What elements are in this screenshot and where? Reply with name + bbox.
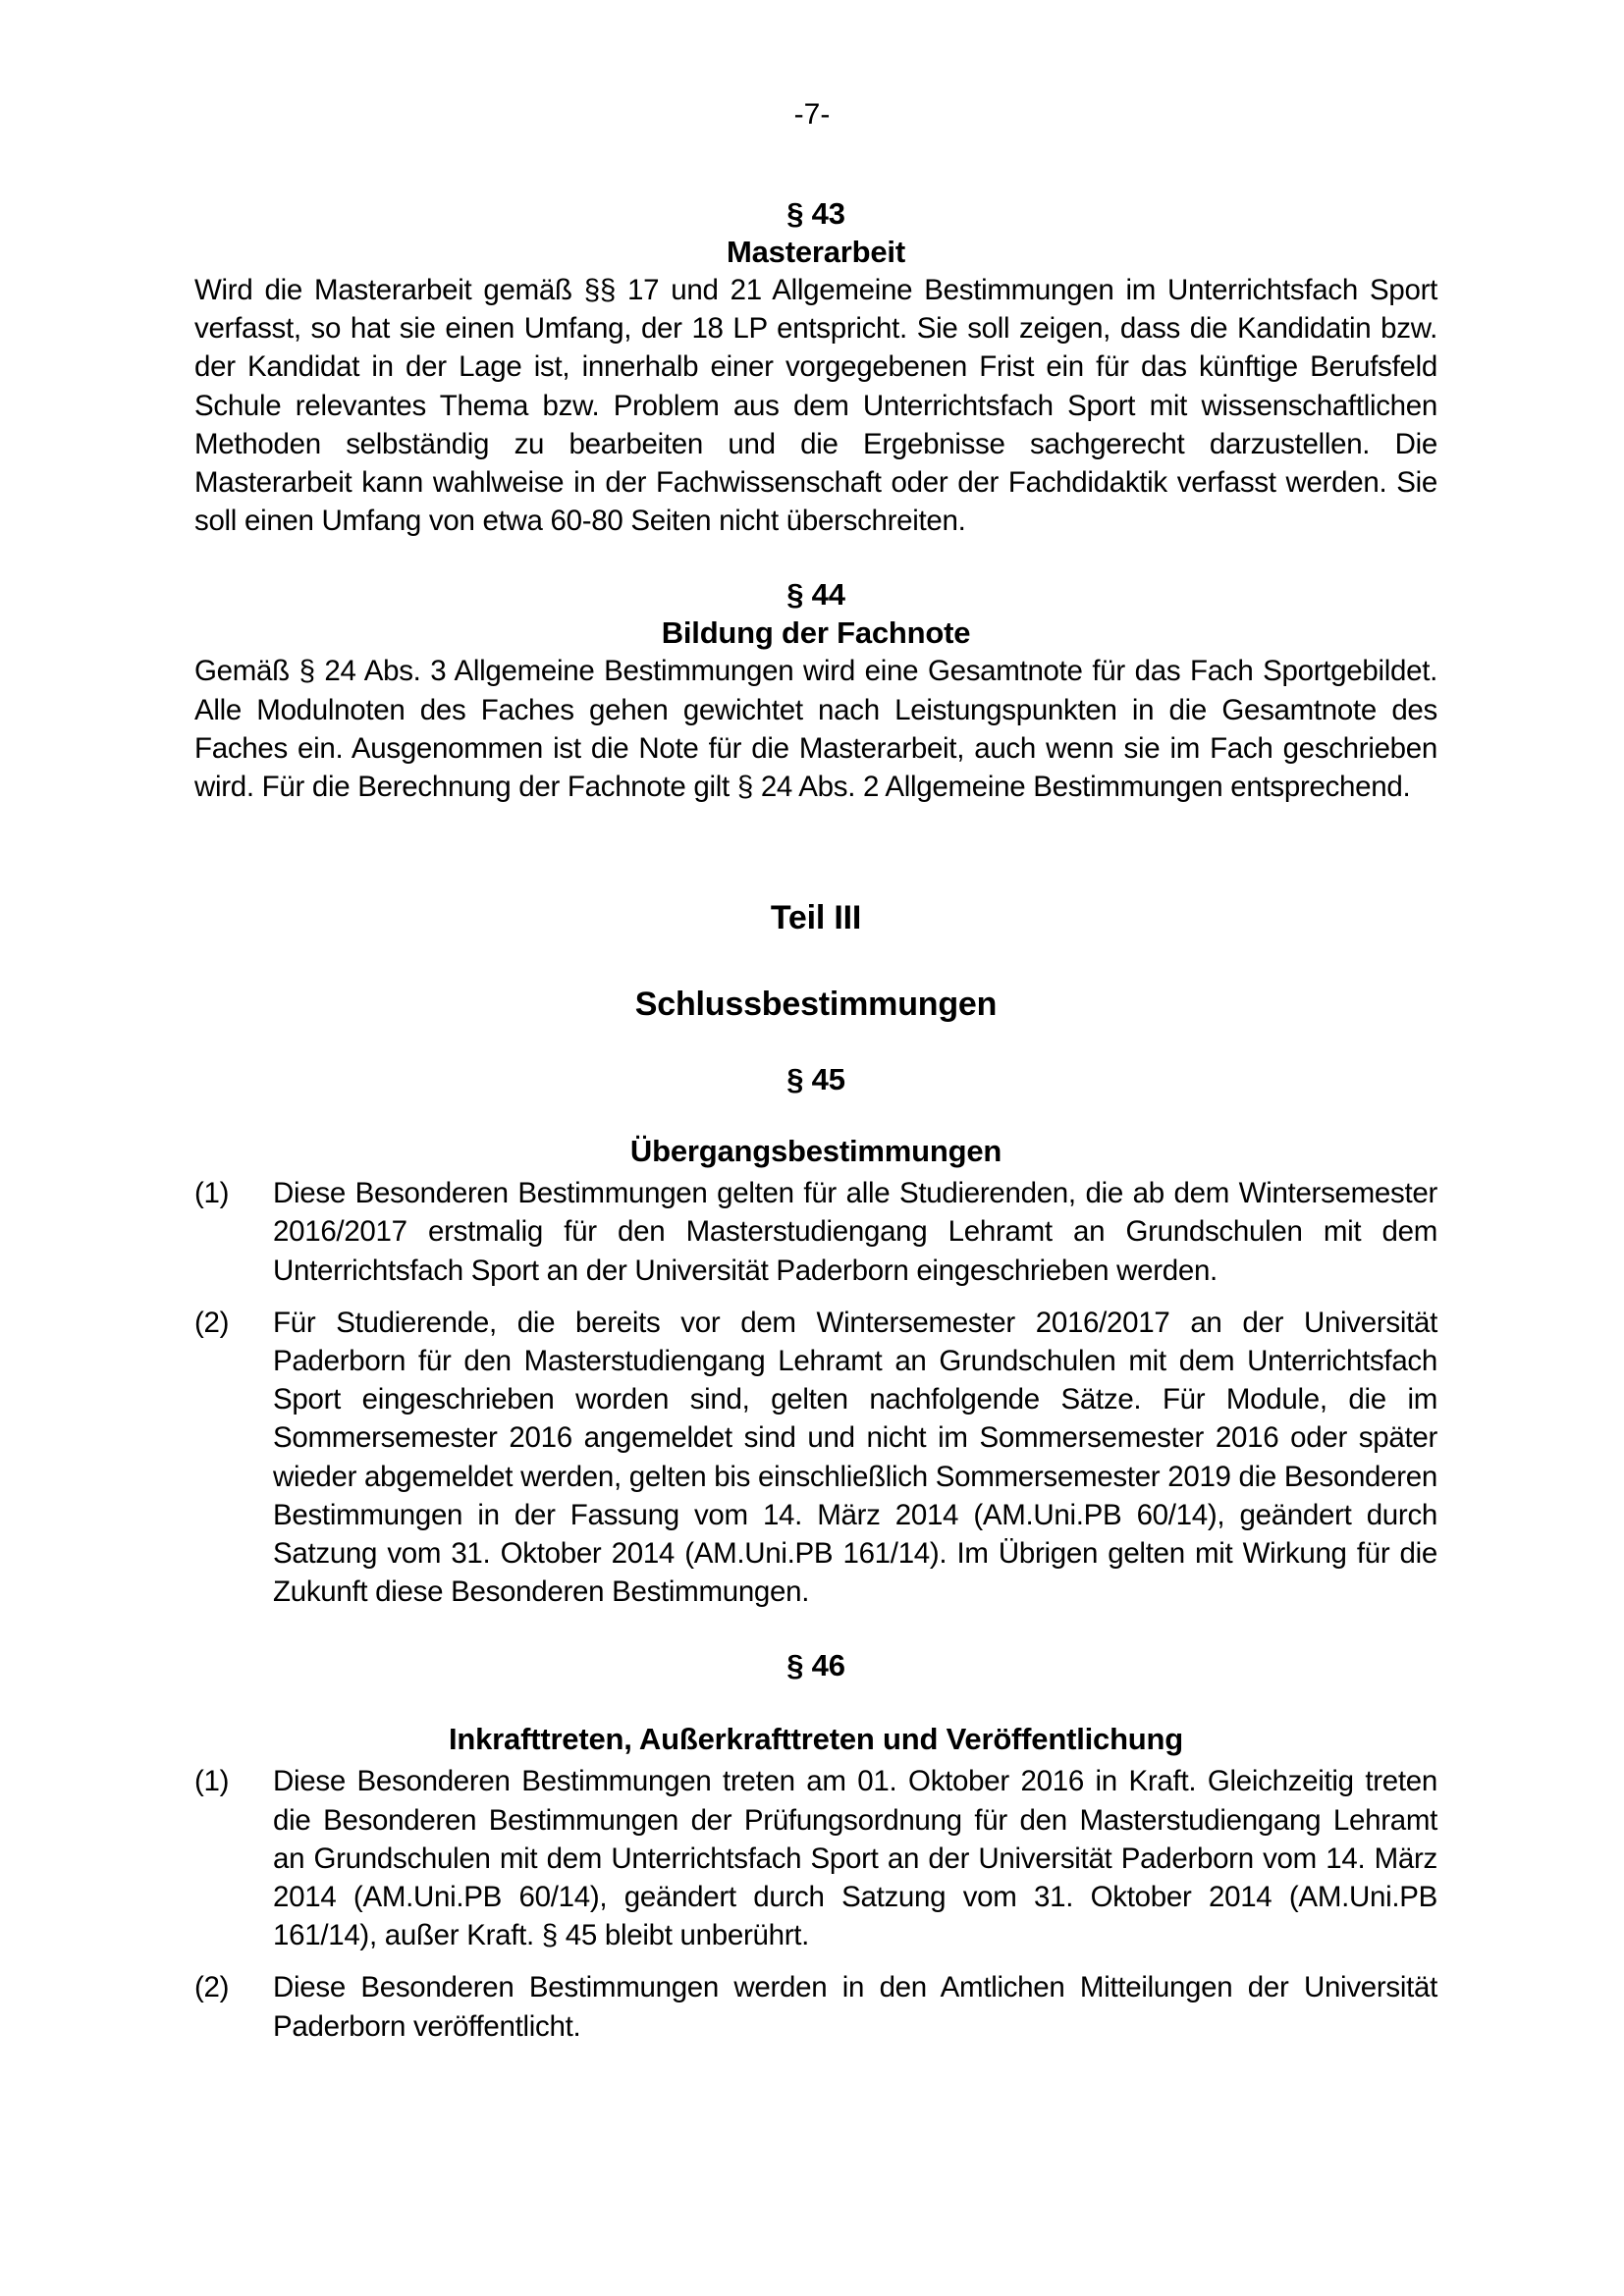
item-number: (2) (194, 1306, 230, 1339)
section-43-text: Wird die Masterarbeit gemäß §§ 17 und 21 Allgemeine Bestimmungen im Unterrichtsfach Sport verfasst, so hat sie einen Umfang, der 18 LP entspricht. Sie soll zeigen, dass die Kandidatin bzw. der Kandidat in der Lage ist, innerhalb einer vorgegebenen Frist ein für das künftige Berufsfeld Schule relevantes Thema bzw. Problem aus dem Unterrichtsfach Sport mit wissenschaftlichen Methoden selbständig zu bearbeiten und die Ergebnisse sachgerecht darzustellen. Die Masterarbeit kann wahlweise in der Fachwissenschaft oder der Fachdidaktik verfasst werden. Sie soll einen Umfang von etwa 60-80 Seiten nicht überschreiten. (194, 274, 1437, 538)
section-45-item (194, 1304, 1437, 1612)
section-45 (194, 1060, 1437, 1611)
item-text: Diese Besonderen Bestimmungen werden in den Amtlichen Mitteilungen der Universität Paderborn veröffentlicht. (273, 1971, 1437, 2043)
item-text: Diese Besonderen Bestimmungen treten am 01. Oktober 2016 in Kraft. Gleichzeitig treten die Besonderen Bestimmungen der Prüfungsordnung für den Masterstudiengang Lehramt an Grundschulen mit dem Unterrichtsfach Sport an der Universität Paderborn vom 14. März 2014 (AM.Uni.PB 60/14), geändert durch Satzung vom 31. Oktober 2014 (AM.Uni.PB 161/14), außer Kraft. § 45 bleibt unberührt. (273, 1765, 1437, 1952)
part-title: Teil III (770, 899, 862, 937)
item-text: Für Studierende, die bereits vor dem Wintersemester 2016/2017 an der Universität Paderborn für den Masterstudiengang Lehramt an Grundschulen mit dem Unterrichtsfach Sport eingeschrieben worden sind, gelten nachfolgende Sätze. Für Module, die im Sommersemester 2016 angemeldet sind und nicht im Sommersemester 2016 oder später wieder abgemeldet werden, gelten bis einschließlich Sommersemester 2019 die Besonderen Bestimmungen in der Fassung vom 14. März 2014 (AM.Uni.PB 60/14), geändert durch Satzung vom 31. Oktober 2014 (AM.Uni.PB 161/14). Im Übrigen gelten mit Wirkung für die Zukunft diese Besonderen Bestimmungen. (273, 1306, 1438, 1609)
item-number: (1) (194, 1177, 230, 1210)
section-44-number: § 44 (786, 577, 845, 613)
section-43 (194, 194, 1437, 540)
part-subtitle: Schlussbestimmungen (634, 986, 998, 1024)
section-46-number: § 46 (786, 1648, 845, 1683)
section-46-title: Inkrafttreten, Außerkrafttreten und Veröffentlichung (448, 1722, 1184, 1757)
section-44 (194, 575, 1437, 806)
section-46 (194, 1646, 1437, 2045)
section-45-item (194, 1174, 1437, 1290)
section-45-title: Übergangsbestimmungen (629, 1134, 1002, 1169)
section-43-number: § 43 (786, 196, 845, 231)
section-46-item (194, 1968, 1437, 2045)
item-number: (1) (194, 1765, 230, 1798)
section-46-item (194, 1762, 1437, 1954)
item-text: Diese Besonderen Bestimmungen gelten für alle Studierenden, die ab dem Wintersemester 2016/2017 erstmalig für den Masterstudiengang Lehramt an Grundschulen mit dem Unterrichtsfach Sport an der Universität Paderborn eingeschrieben werden. (273, 1177, 1437, 1287)
section-44-title: Bildung der Fachnote (661, 615, 971, 651)
page-number: -7- (793, 98, 831, 131)
document-body (194, 194, 1437, 2046)
section-45-number: § 45 (786, 1062, 845, 1097)
section-44-text: Gemäß § 24 Abs. 3 Allgemeine Bestimmungen wird eine Gesamtnote für das Fach Sportgebildet. Alle Modulnoten des Faches gehen gewichtet nach Leistungspunkten in die Gesamtnote des Faches ein. Ausgenommen ist die Note für die Masterarbeit, auch wenn sie im Fach geschrieben wird. Für die Berechnung der Fachnote gilt § 24 Abs. 2 Allgemeine Bestimmungen entsprechend. (194, 655, 1437, 804)
section-43-title: Masterarbeit (727, 235, 905, 269)
item-number: (2) (194, 1971, 230, 2004)
